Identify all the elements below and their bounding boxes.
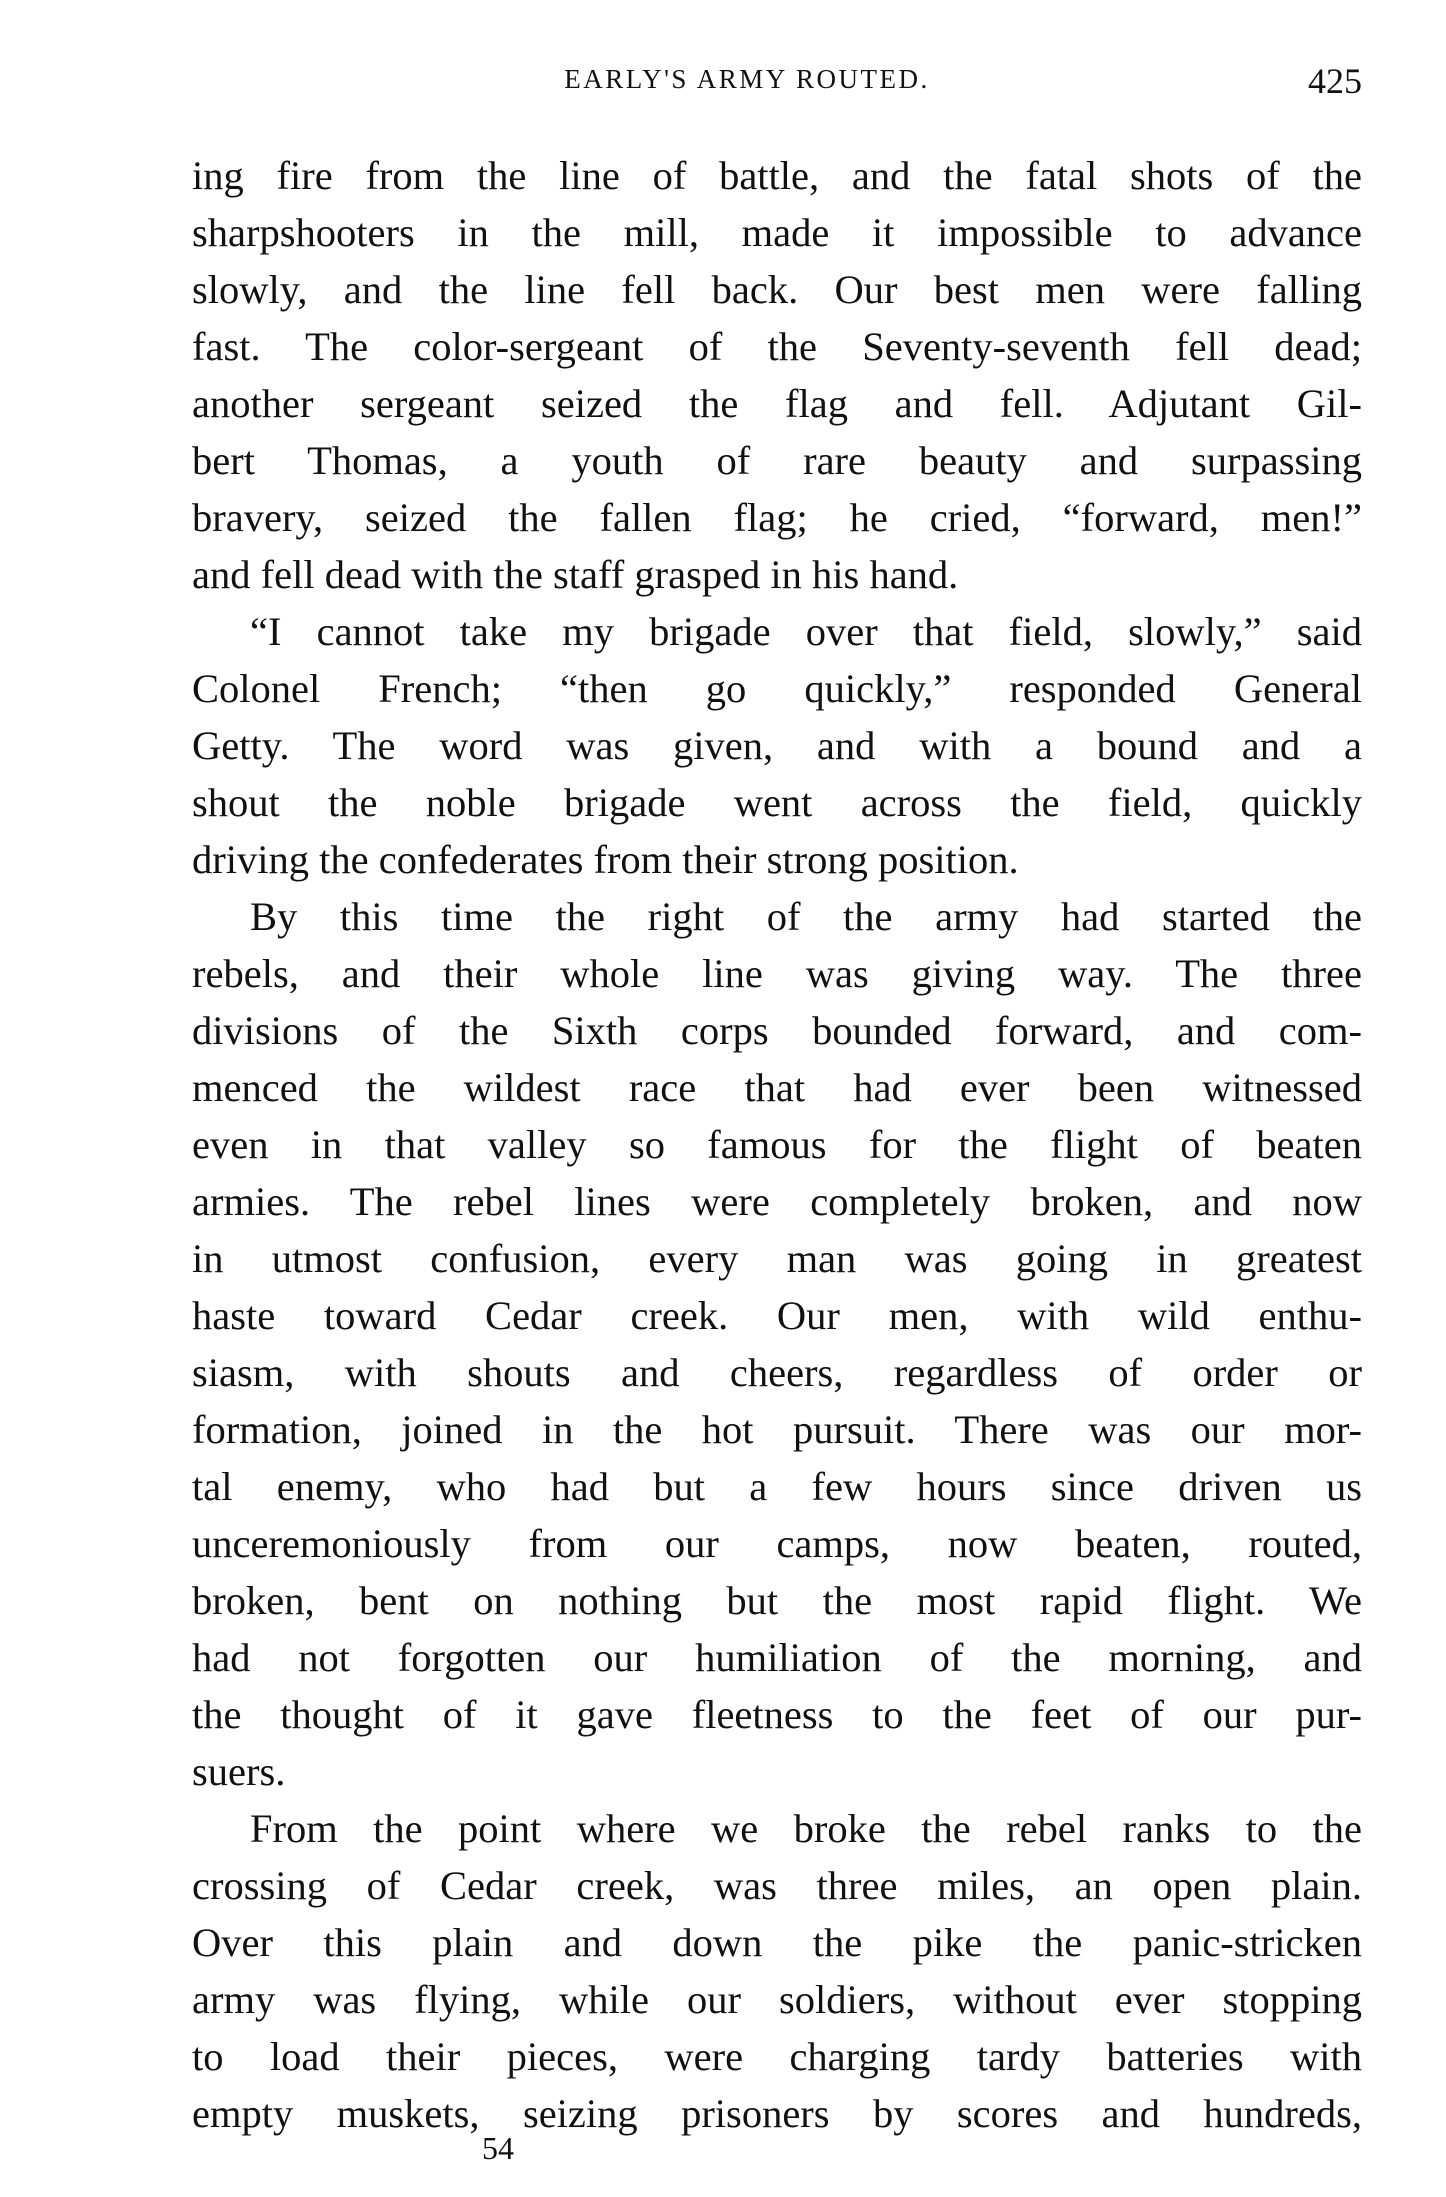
- text-line: Over this plain and down the pike the panic-stricken: [192, 1920, 1362, 1965]
- text-line: bert Thomas, a youth of rare beauty and surpassing: [192, 438, 1362, 483]
- text-line: haste toward Cedar creek. Our men, with wild enthu-: [192, 1293, 1362, 1338]
- body-text: [192, 147, 1362, 2142]
- running-head: [192, 60, 1362, 100]
- page-number: 425: [1308, 61, 1362, 101]
- text-line: army was flying, while our soldiers, without ever stopping: [192, 1977, 1362, 2022]
- text-line: to load their pieces, were charging tardy batteries with: [192, 2034, 1362, 2079]
- text-line: armies. The rebel lines were completely broken, and now: [192, 1179, 1362, 1224]
- text-line: By this time the right of the army had started the: [250, 894, 1362, 939]
- text-line: in utmost confusion, every man was going in greatest: [192, 1236, 1362, 1281]
- text-line: “I cannot take my brigade over that field, slowly,” said: [250, 609, 1362, 654]
- text-line: ing fire from the line of battle, and the fatal shots of the: [192, 153, 1362, 198]
- text-line: siasm, with shouts and cheers, regardless of order or: [192, 1350, 1362, 1395]
- text-line: fast. The color-sergeant of the Seventy-seventh fell dead;: [192, 324, 1362, 369]
- text-line: Getty. The word was given, and with a bound and a: [192, 723, 1362, 768]
- text-line: another sergeant seized the flag and fell. Adjutant Gil-: [192, 381, 1362, 426]
- text-line: formation, joined in the hot pursuit. There was our mor-: [192, 1407, 1362, 1452]
- signature-mark: 54: [482, 2130, 514, 2166]
- text-line: shout the noble brigade went across the field, quickly: [192, 780, 1362, 825]
- text-line: broken, bent on nothing but the most rapid flight. We: [192, 1578, 1362, 1623]
- text-line: bravery, seized the fallen flag; he cried, “forward, men!”: [192, 495, 1362, 540]
- text-line: divisions of the Sixth corps bounded forward, and com-: [192, 1008, 1362, 1053]
- text-line: From the point where we broke the rebel ranks to the: [250, 1806, 1362, 1851]
- text-line: empty muskets, seizing prisoners by scores and hundreds,: [192, 2091, 1362, 2136]
- text-line: crossing of Cedar creek, was three miles, an open plain.: [192, 1863, 1362, 1908]
- text-line: driving the confederates from their strong position.: [192, 837, 1019, 882]
- text-line: had not forgotten our humiliation of the morning, and: [192, 1635, 1362, 1680]
- text-line: menced the wildest race that had ever been witnessed: [192, 1065, 1362, 1110]
- text-line: and fell dead with the staff grasped in his hand.: [192, 552, 959, 597]
- text-line: tal enemy, who had but a few hours since driven us: [192, 1464, 1362, 1509]
- text-line: rebels, and their whole line was giving way. The three: [192, 951, 1362, 996]
- text-line: the thought of it gave fleetness to the feet of our pur-: [192, 1692, 1362, 1737]
- running-title: EARLY'S ARMY ROUTED.: [564, 64, 930, 94]
- text-line: Colonel French; “then go quickly,” responded General: [192, 666, 1362, 711]
- text-line: sharpshooters in the mill, made it impossible to advance: [192, 210, 1362, 255]
- text-line: unceremoniously from our camps, now beaten, routed,: [192, 1521, 1362, 1566]
- text-line: suers.: [192, 1749, 286, 1794]
- text-line: slowly, and the line fell back. Our best men were falling: [192, 267, 1362, 312]
- text-line: even in that valley so famous for the flight of beaten: [192, 1122, 1362, 1167]
